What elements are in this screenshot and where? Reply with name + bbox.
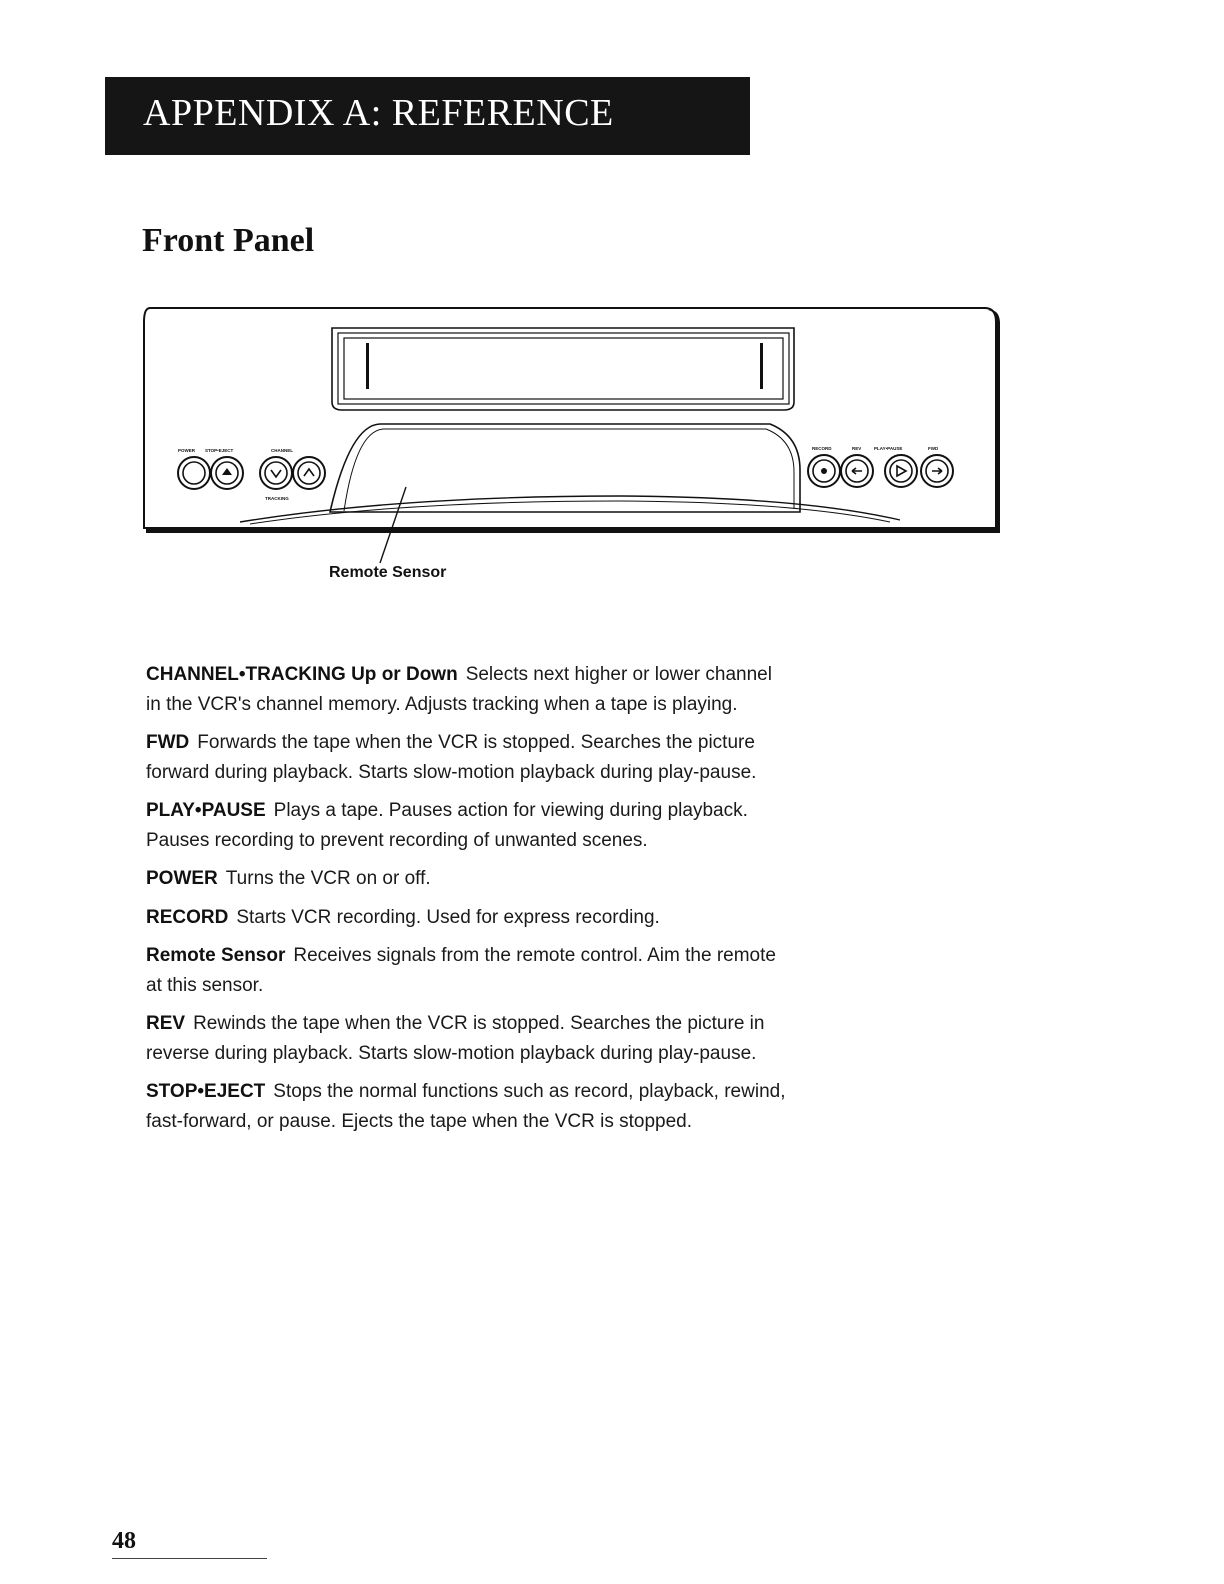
definition-remote-sensor — [146, 941, 786, 1000]
definition-rev — [146, 1009, 786, 1068]
page-number: 48 — [112, 1528, 136, 1554]
definition-play-pause — [146, 796, 786, 855]
description: Plays a tape. Pauses action for viewing during playback. Pauses recording to prevent recording of unwanted scenes. — [146, 800, 748, 851]
term: FWD — [146, 732, 190, 753]
definition-list — [146, 660, 786, 1145]
description: Forwards the tape when the VCR is stopped. Searches the picture forward during playback. Starts slow-motion playback during play-pause. — [146, 732, 757, 783]
description: Stops the normal functions such as record, playback, rewind, fast-forward, or pause. Ejects the tape when the VCR is stopped. — [146, 1081, 786, 1132]
fwd-label: FWD — [928, 446, 939, 451]
stop-eject-label: STOP•EJECT — [205, 448, 234, 453]
section-title: Front Panel — [142, 222, 315, 259]
term: RECORD — [146, 906, 229, 928]
record-label: RECORD — [812, 446, 832, 451]
remote-sensor-callout: Remote Sensor — [329, 564, 447, 581]
description: Rewinds the tape when the VCR is stopped. Searches the picture in reverse during playback. Starts slow-motion playback during play-pause. — [146, 1013, 765, 1064]
power-label: POWER — [178, 448, 196, 453]
definition-channel-tracking — [146, 660, 786, 719]
term: PLAY•PAUSE — [146, 800, 266, 821]
definition-power — [146, 864, 786, 894]
rev-label: REV — [852, 446, 862, 451]
definition-fwd — [146, 728, 786, 787]
channel-label: CHANNEL — [271, 448, 293, 453]
term: STOP•EJECT — [146, 1081, 266, 1102]
rev-button[interactable] — [841, 455, 873, 487]
description: Selects next higher or lower channel in the VCR's channel memory. Adjusts tracking when a tape is playing. — [146, 664, 772, 715]
term: Remote Sensor — [146, 945, 286, 966]
term: REV — [146, 1013, 186, 1034]
description: Starts VCR recording. Used for express recording. — [236, 906, 660, 928]
definition-stop-eject — [146, 1077, 786, 1136]
definition-record — [146, 903, 786, 933]
footer-rule — [112, 1558, 267, 1559]
channel-down-button[interactable] — [260, 457, 292, 489]
play-pause-button[interactable] — [885, 455, 917, 487]
record-button[interactable] — [808, 455, 840, 487]
vcr-body-outline — [144, 308, 996, 528]
stop-eject-button[interactable] — [211, 457, 243, 489]
tracking-label: TRACKING — [265, 496, 289, 501]
term: CHANNEL•TRACKING Up or Down — [146, 664, 458, 685]
power-button[interactable] — [178, 457, 210, 489]
fwd-button[interactable] — [921, 455, 953, 487]
description: Turns the VCR on or off. — [225, 868, 431, 889]
record-dot-icon — [821, 468, 827, 474]
appendix-title: APPENDIX A: REFERENCE — [143, 92, 614, 134]
play-pause-label: PLAY•PAUSE — [874, 446, 903, 451]
description: Receives signals from the remote control. Aim the remote at this sensor. — [146, 945, 776, 996]
vcr-front-panel-diagram — [0, 0, 1224, 600]
channel-up-button[interactable] — [293, 457, 325, 489]
term: POWER — [146, 868, 218, 889]
